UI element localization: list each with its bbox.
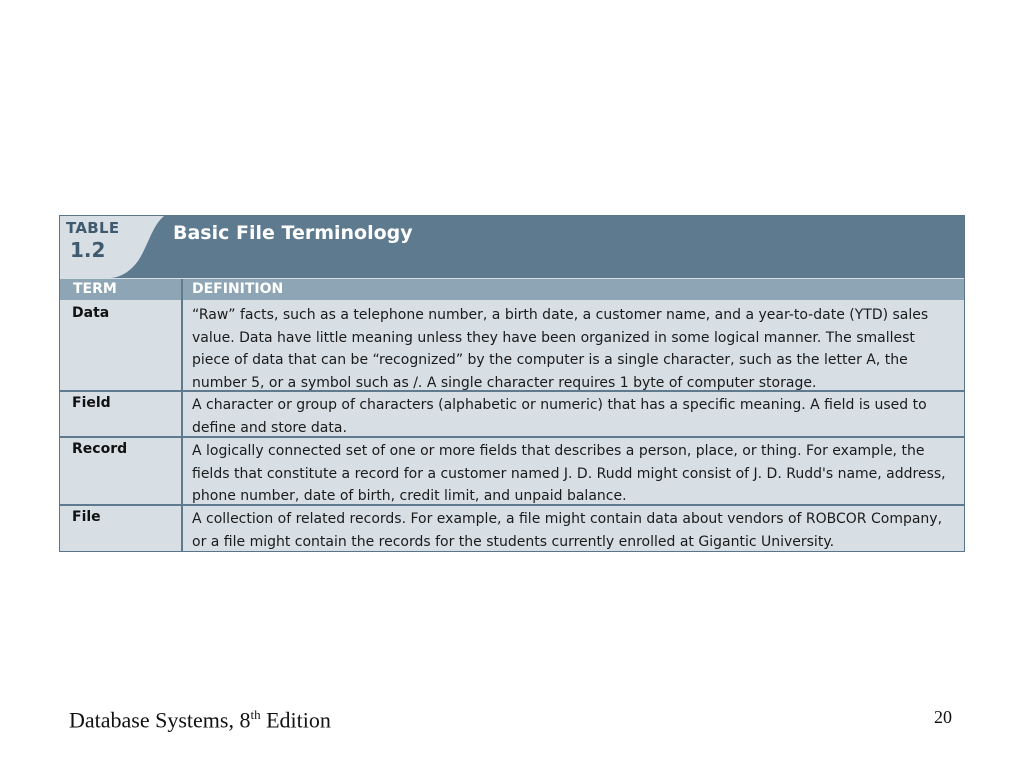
term-cell: File	[72, 509, 101, 525]
table-label-number: 1.2	[70, 238, 106, 262]
table-figure	[59, 215, 965, 552]
column-divider	[181, 279, 183, 551]
table-label-tab	[60, 216, 180, 278]
table-row	[60, 302, 964, 390]
table-row	[60, 506, 964, 551]
table-header-band	[60, 216, 964, 278]
definition-cell: A logically connected set of one or more fields that describes a person, place, or thing. For example, the fields that constitute a record for a customer named J. D. Rudd might consist of J. D. Rudd's name, address, phone number, date of birth, credit limit, and unpaid balance.	[192, 443, 946, 504]
table-title: Basic File Terminology	[173, 222, 413, 244]
footer-edition-superscript: th	[250, 707, 261, 722]
footer-book-title	[69, 707, 331, 733]
term-cell: Field	[72, 395, 111, 411]
table-row	[60, 438, 964, 504]
term-cell: Record	[72, 441, 128, 457]
column-header-term: TERM	[60, 279, 181, 300]
page-number: 20	[934, 707, 952, 727]
definition-cell: A collection of related records. For example, a file might contain data about vendors of ROBCOR Company, or a file might contain the records for the students currently enrolled at Gigantic University.	[192, 511, 943, 550]
table-row	[60, 392, 964, 436]
definition-cell: “Raw” facts, such as a telephone number, a birth date, a customer name, and a year-to-date (YTD) sales value. Data have little meaning unless they have been organized in some logical manner. The smallest piece of data that can be “recognized” by the computer is a single character, such as the letter A, the number 5, or a symbol such as /. A single character requires 1 byte of computer storage.	[192, 307, 929, 391]
footer-edition-word: Edition	[260, 707, 331, 733]
term-cell: Data	[72, 305, 110, 321]
table-label-word: TABLE	[66, 219, 120, 237]
column-header-definition: DEFINITION	[183, 279, 964, 300]
footer-title-text: Database Systems, 8	[69, 707, 251, 733]
definition-cell: A character or group of characters (alphabetic or numeric) that has a specific meaning. A field is used to define and store data.	[192, 397, 927, 436]
